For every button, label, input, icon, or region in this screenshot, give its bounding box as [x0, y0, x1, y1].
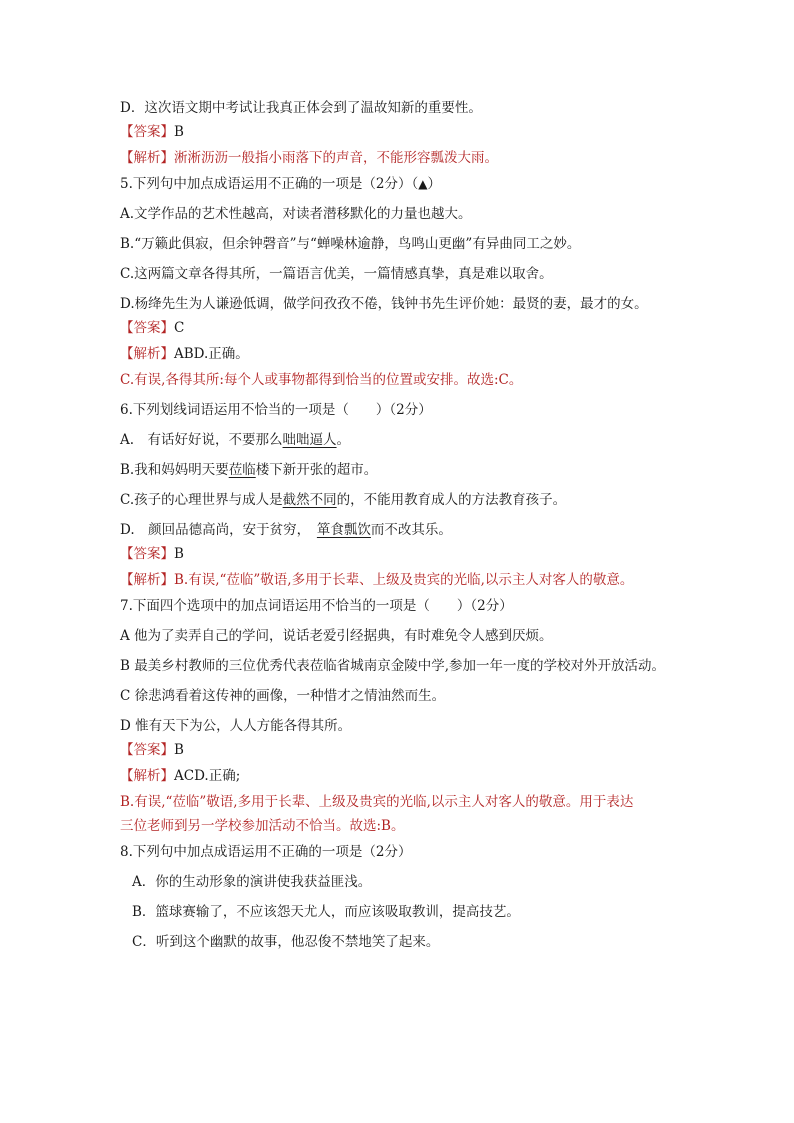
q7-option-d: D 惟有天下为公，人人方能各得其所。	[120, 718, 352, 734]
q7-option-c: C 徐悲鸿看着这传神的画像，一种惜才之情油然而生。	[120, 688, 446, 704]
option-text: D. 颜回品德高尚，安于贫穷，	[120, 522, 317, 538]
explanation-text: ABD.正确。	[174, 346, 249, 362]
q5-answer	[120, 318, 680, 338]
answer-label: 【答案】	[120, 124, 174, 140]
q5-explanation	[120, 344, 680, 364]
underlined-phrase: 莅临	[228, 462, 256, 478]
answer-value: B	[174, 546, 184, 562]
q5-stem-close: ）	[427, 176, 441, 192]
underlined-phrase: 箪食瓢饮	[316, 522, 371, 538]
q8-stem: 8.下列句中加点成语运用不正确的一项是（2分）	[120, 844, 412, 860]
answer-label: 【答案】	[120, 320, 174, 336]
q5-stem	[120, 174, 680, 194]
option-text: 。	[336, 432, 351, 448]
q7-answer	[120, 740, 680, 760]
q7-explanation-detail-cont: 三位老师到另一学校参加活动不恰当。故选:B。	[120, 818, 405, 834]
q7-option-a: A 他为了卖弄自己的学问，说话老爱引经据典，有时难免令人感到厌烦。	[120, 628, 553, 644]
q7-explanation	[120, 766, 680, 786]
q4-option-d: D．这次语文期中考试让我真正体会到了温故知新的重要性。	[120, 100, 482, 116]
q4-explanation	[120, 148, 680, 168]
q5-option-a: A.文学作品的艺术性越高，对读者潜移默化的力量也越大。	[120, 206, 472, 222]
option-text: B.我和妈妈明天要	[120, 462, 229, 478]
q6-answer	[120, 544, 680, 564]
explanation-label: 【解析】	[120, 346, 174, 362]
explanation-label: 【解析】	[120, 768, 174, 784]
q6-explanation	[120, 570, 680, 590]
q6-option-d	[120, 520, 680, 540]
q6-stem: 6.下列划线词语运用不恰当的一项是（ ）（2分）	[120, 402, 432, 418]
q6-option-b	[120, 460, 680, 480]
q8-option-a: A．你的生动形象的演讲使我获益匪浅。	[132, 874, 372, 890]
answer-label: 【答案】	[120, 546, 174, 562]
q7-explanation-detail: B.有误,“莅临”敬语,多用于长辈、上级及贵宾的光临,以示主人对客人的敬意。用于表达	[120, 794, 634, 810]
option-text: 的，不能用教育成人的方法教育孩子。	[336, 492, 567, 508]
q5-option-d: D.杨绛先生为人谦逊低调，做学问孜孜不倦，钱钟书先生评价她：最贤的妻，最才的女。	[120, 296, 648, 312]
q7-stem: 7.下面四个选项中的加点词语运用不恰当的一项是（ ）（2分）	[120, 598, 513, 614]
triangle-icon: ▲	[418, 177, 428, 191]
explanation-text: B.有误,“莅临”敬语,多用于长辈、上级及贵宾的光临,以示主人对客人的敬意。	[174, 572, 634, 588]
q7-option-b: B 最美乡村教师的三位优秀代表莅临省城南京金陵中学,参加一年一度的学校对外开放活动。	[120, 658, 666, 674]
option-text: C.孩子的心理世界与成人是	[120, 492, 283, 508]
q5-option-c: C.这两篇文章各得其所，一篇语言优美，一篇情感真挚，真是难以取舍。	[120, 266, 553, 282]
q5-option-b: B.“万籁此俱寂，但余钟磬音”与“蝉噪林逾静，鸟鸣山更幽”有异曲同工之妙。	[120, 236, 581, 252]
q8-option-c: C．听到这个幽默的故事，他忍俊不禁地笑了起来。	[132, 934, 440, 950]
document-content	[120, 98, 680, 952]
answer-value: B	[174, 124, 184, 140]
underlined-phrase: 截然不同	[282, 492, 337, 508]
answer-label: 【答案】	[120, 742, 174, 758]
answer-value: B	[174, 742, 184, 758]
explanation-label: 【解析】	[120, 150, 174, 166]
option-text: 楼下新开张的超市。	[255, 462, 378, 478]
q5-explanation-detail: C.有误,各得其所:每个人或事物都得到恰当的位置或安排。故选:C。	[120, 372, 523, 388]
q5-stem-text: 5.下列句中加点成语运用不正确的一项是（2分）（	[120, 176, 419, 192]
option-text: A. 有话好好说，不要那么	[120, 432, 283, 448]
q6-option-a	[120, 430, 680, 450]
q8-option-b: B．篮球赛输了，不应该怨天尤人，而应该吸取教训，提高技艺。	[132, 904, 520, 920]
q6-option-c	[120, 490, 680, 510]
explanation-label: 【解析】	[120, 572, 174, 588]
underlined-phrase: 咄咄逼人	[282, 432, 337, 448]
option-text: 而不改其乐。	[370, 522, 452, 538]
q4-answer	[120, 122, 680, 142]
explanation-text: ACD.正确;	[174, 768, 241, 784]
explanation-text: 淅淅沥沥一般指小雨落下的声音，不能形容瓢泼大雨。	[174, 150, 498, 166]
answer-value: C	[174, 320, 185, 336]
